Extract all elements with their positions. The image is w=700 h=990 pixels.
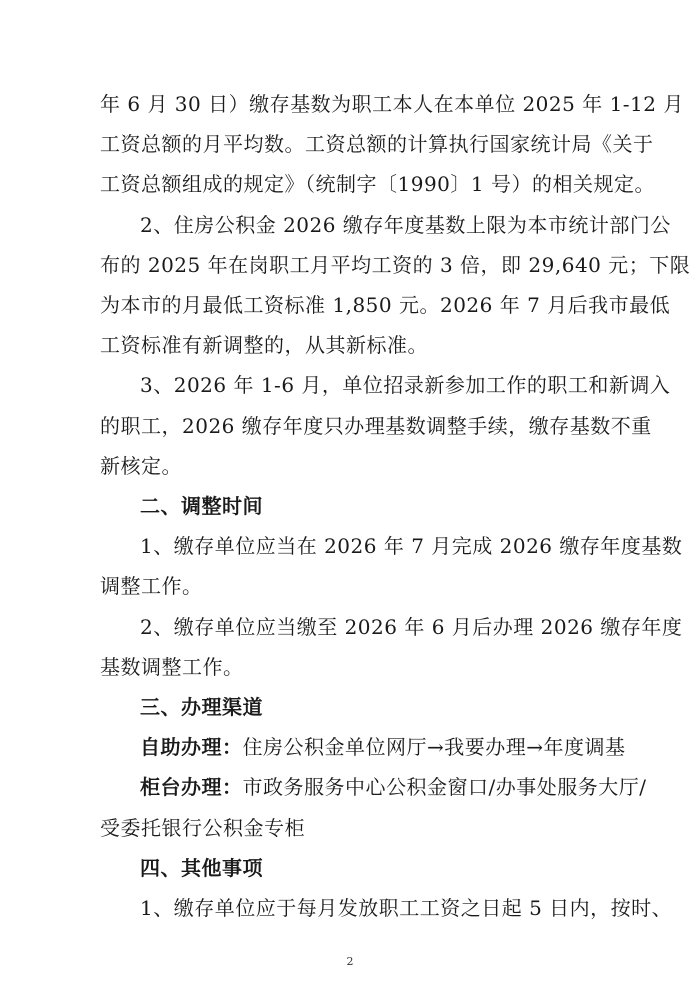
body-text-line: 3、2026 年 1-6 月，单位招录新参加工作的职工和新调入: [140, 373, 671, 398]
body-text-line: 基数调整工作。: [100, 654, 244, 679]
body-text-line: 的职工，2026 缴存年度只办理基数调整手续，缴存基数不重: [100, 413, 652, 438]
body-text-line: 工资标准有新调整的，从其新标准。: [100, 333, 428, 358]
section-heading: 四、其他事项: [140, 855, 263, 880]
counter-text: 市政务服务中心公积金窗口/办事处服务大厅/: [242, 775, 647, 800]
self-service-label: 自助办理：: [140, 735, 243, 760]
body-text-line: 2、缴存单位应当缴至 2026 年 6 月后办理 2026 缴存年度: [140, 614, 683, 639]
body-text-line: 1、缴存单位应当在 2026 年 7 月完成 2026 缴存年度基数: [140, 534, 683, 559]
body-text-line: 为本市的月最低工资标准 1,850 元。2026 年 7 月后我市最低: [100, 293, 671, 317]
body-text-line: 调整工作。: [100, 574, 203, 599]
self-service-text: 住房公积金单位网厅→我要办理→年度调基: [242, 735, 626, 760]
counter-service-line: [140, 773, 647, 801]
body-text-line: 年 6 月 30 日）缴存基数为职工本人在本单位 2025 年 1-12 月: [100, 92, 684, 116]
body-text-line: 受委托银行公积金专柜: [100, 815, 305, 840]
body-text-line: 1、缴存单位应于每月发放职工工资之日起 5 日内，按时、: [140, 896, 673, 920]
section-heading: 二、调整时间: [140, 494, 263, 518]
page-number: 2: [346, 955, 354, 968]
body-text-line: 工资总额的月平均数。工资总额的计算执行国家统计局《关于: [100, 132, 654, 157]
body-text-line: 工资总额组成的规定》（统制字〔1990〕1 号）的相关规定。: [100, 172, 655, 197]
self-service-line: [140, 733, 626, 761]
body-text-line: 新核定。: [100, 453, 182, 478]
counter-label: 柜台办理：: [140, 775, 243, 800]
body-text-line: 布的 2025 年在岗职工月平均工资的 3 倍，即 29,640 元；下限: [100, 252, 691, 277]
body-text-line: 2、住房公积金 2026 缴存年度基数上限为本市统计部门公: [140, 212, 671, 237]
section-heading: 三、办理渠道: [140, 695, 263, 719]
